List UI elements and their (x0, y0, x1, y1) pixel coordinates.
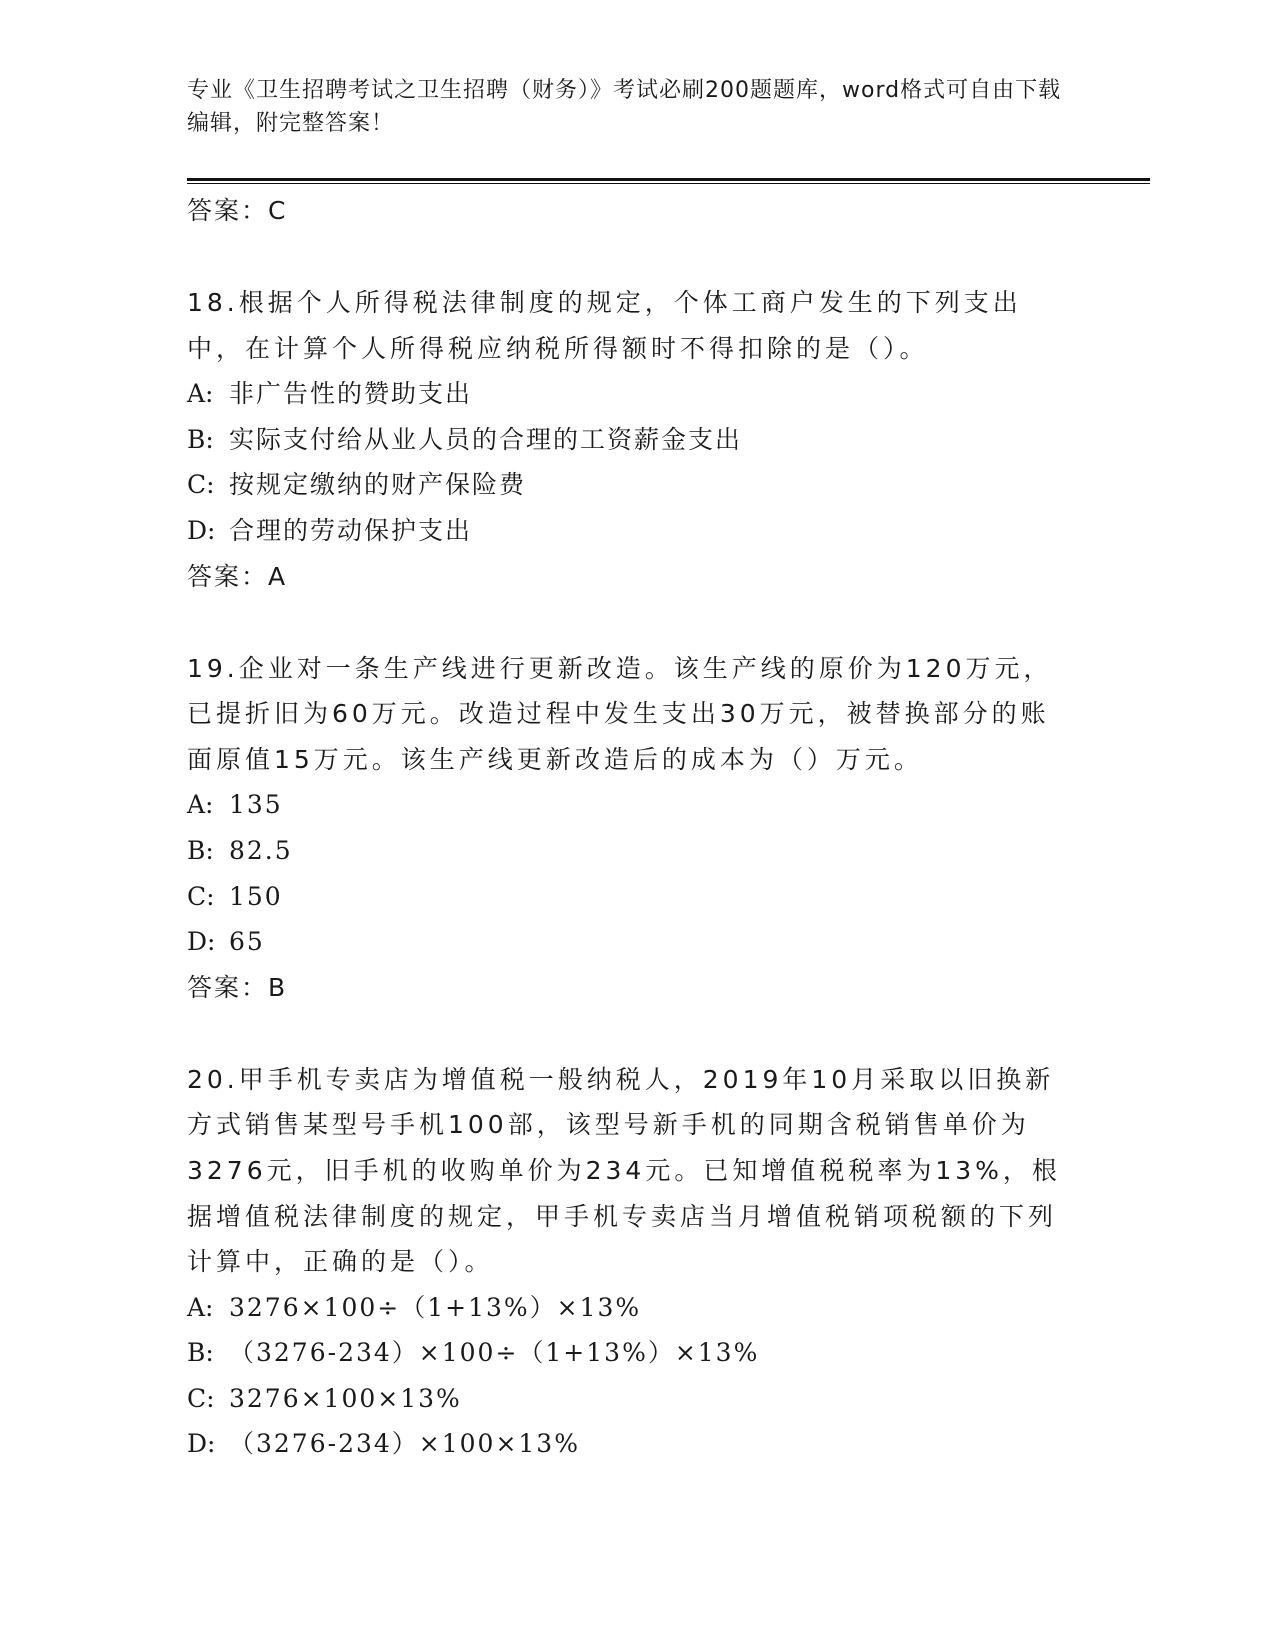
header-rule-thick (187, 178, 1150, 181)
option-text: 65 (229, 927, 265, 957)
answer-value: A (268, 561, 287, 591)
option-letter: C: (187, 881, 215, 911)
option-letter: B: (187, 835, 214, 865)
option-text: （3276-234）×100÷（1+13%）×13% (229, 1338, 760, 1368)
answer-value: C (268, 196, 287, 225)
option-d (187, 919, 1087, 965)
option-d (187, 508, 1087, 554)
answer-value: B (268, 972, 287, 1002)
option-a (187, 1285, 1087, 1331)
option-c (187, 462, 1087, 508)
document-header: 专业《卫生招聘考试之卫生招聘（财务）》考试必刷200题题库，word格式可自由下载编辑，附完整答案！ (187, 78, 1062, 136)
option-letter: B: (187, 424, 214, 454)
option-a (187, 371, 1087, 417)
question-block (187, 1057, 1087, 1467)
question-block (187, 280, 1087, 600)
option-letter: A: (187, 790, 214, 820)
option-b (187, 417, 1087, 463)
option-letter: A: (187, 379, 214, 409)
option-text: 非广告性的赞助支出 (229, 379, 473, 409)
option-letter: A: (187, 1292, 214, 1322)
option-text: 135 (229, 790, 283, 820)
option-text: 82.5 (229, 835, 293, 865)
option-text: 3276×100÷（1+13%）×13% (229, 1292, 642, 1322)
option-d (187, 1421, 1087, 1467)
option-letter: C: (187, 470, 215, 500)
option-text: 150 (229, 881, 283, 911)
option-letter: B: (187, 1338, 214, 1368)
answer-label: 答案： (187, 972, 269, 1002)
answer-line (187, 554, 1087, 600)
option-c (187, 1376, 1087, 1422)
option-text: 合理的劳动保护支出 (229, 515, 473, 545)
option-letter: D: (187, 1429, 216, 1459)
question-block (187, 646, 1087, 1011)
option-letter: D: (187, 927, 216, 957)
answer-line (187, 188, 1087, 234)
question-stem: 18.根据个人所得税法律制度的规定，个体工商户发生的下列支出中，在计算个人所得税应纳税所得额时不得扣除的是（）。 (187, 288, 1022, 363)
answer-line (187, 965, 1087, 1011)
answer-label: 答案： (187, 196, 269, 225)
header-rule-thin (187, 183, 1150, 184)
option-text: 3276×100×13% (229, 1383, 462, 1413)
option-a (187, 782, 1087, 828)
option-letter: C: (187, 1383, 215, 1413)
option-text: 按规定缴纳的财产保险费 (229, 470, 527, 500)
option-c (187, 874, 1087, 920)
option-text: 实际支付给从业人员的合理的工资薪金支出 (229, 424, 743, 454)
option-letter: D: (187, 515, 216, 545)
option-b (187, 1330, 1087, 1376)
answer-label: 答案： (187, 561, 269, 591)
question-stem: 20.甲手机专卖店为增值税一般纳税人，2019年10月采取以旧换新方式销售某型号手机100部，该型号新手机的同期含税销售单价为3276元，旧手机的收购单价为234元。已知增值税税率为13%，根据增值税法律制度的规定，甲手机专卖店当月增值税销项税额的下列计算中，正确的是（）。 (187, 1064, 1061, 1277)
option-text: （3276-234）×100×13% (229, 1429, 580, 1459)
question-stem: 19.企业对一条生产线进行更新改造。该生产线的原价为120万元，已提折旧为60万元。改造过程中发生支出30万元，被替换部分的账面原值15万元。该生产线更新改造后的成本为（）万元。 (187, 653, 1053, 774)
question-list (187, 188, 1087, 1467)
option-b (187, 828, 1087, 874)
